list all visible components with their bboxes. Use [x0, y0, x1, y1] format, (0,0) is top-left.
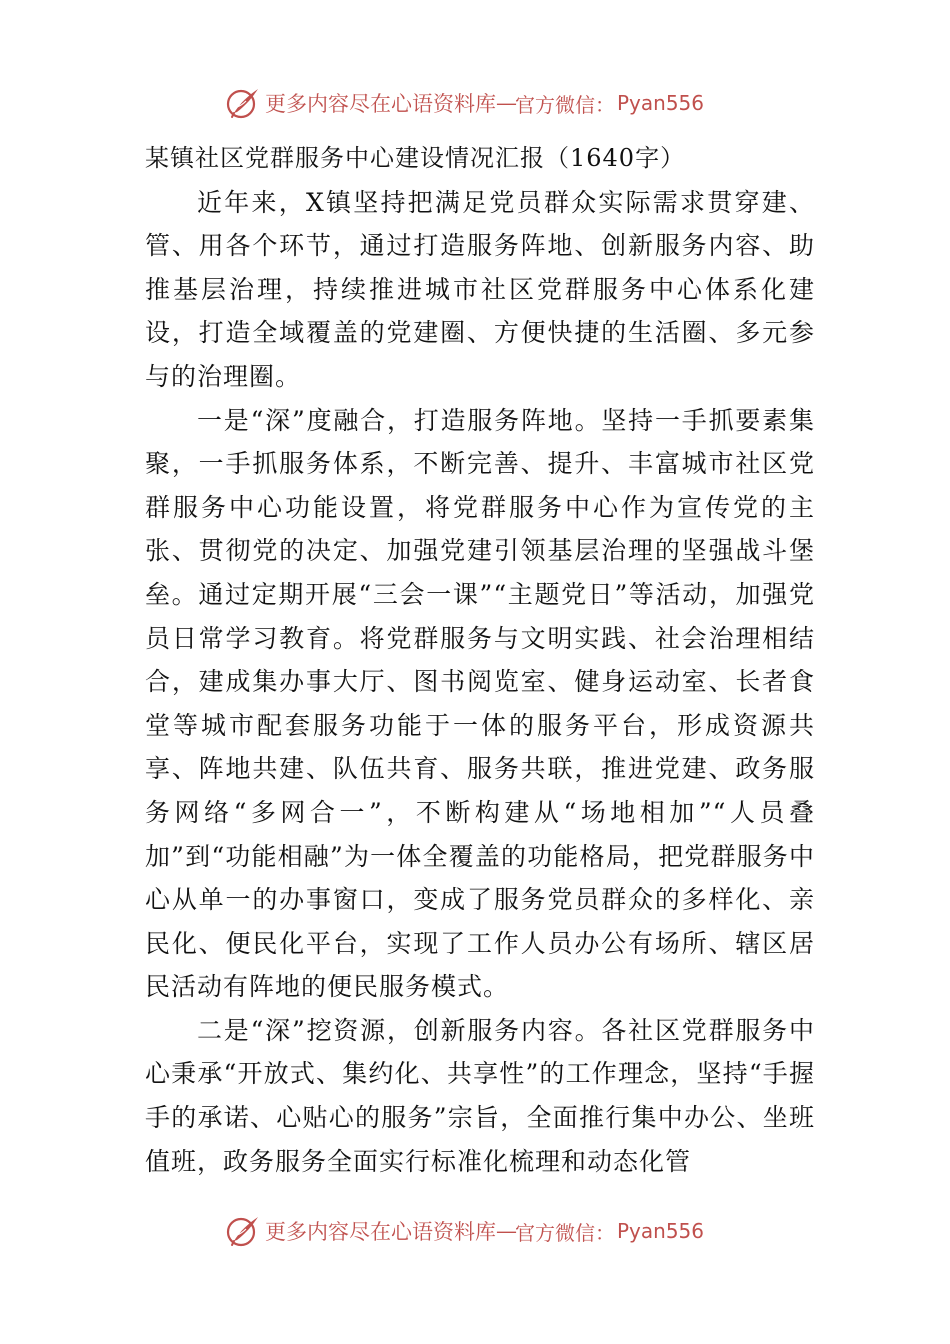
watermark-header [225, 83, 745, 123]
document-title: 某镇社区党群服务中心建设情况汇报（1640字） [145, 144, 686, 172]
paragraph-intro: 近年来，X镇坚持把满足党员群众实际需求贯穿建、管、用各个环节，通过打造服务阵地、创新服务内容、助推基层治理，持续推进城市社区党群服务中心体系化建设，打造全域覆盖的党建圈、方便快捷的生活圈、多元参与的治理圈。 [145, 187, 815, 391]
watermark-brand-text: 更多内容尽在心语资料库 [265, 1220, 496, 1244]
watermark-wechat-label: 官方微信： [515, 1220, 615, 1245]
quill-pen-logo-icon [225, 1213, 261, 1249]
document-body [145, 137, 815, 1183]
watermark-wechat-id: Pyan556 [617, 1219, 705, 1243]
watermark-separator: — [496, 91, 515, 115]
watermark-wechat-label: 官方微信： [515, 92, 615, 117]
watermark-brand-text: 更多内容尽在心语资料库 [265, 92, 496, 116]
paragraph-point-one: 一是“深”度融合，打造服务阵地。坚持一手抓要素集聚，一手抓服务体系，不断完善、提升、丰富城市社区党群服务中心功能设置，将党群服务中心作为宣传党的主张、贯彻党的决定、加强党建引领基层治理的坚强战斗堡垒。通过定期开展“三会一课”“主题党日”等活动，加强党员日常学习教育。将党群服务与文明实践、社会治理相结合，建成集办事大厅、图书阅览室、健身运动室、长者食堂等城市配套服务功能于一体的服务平台，形成资源共享、阵地共建、队伍共育、服务共联，推进党建、政务服务网络“多网合一”，不断构建从“场地相加”“人员叠加”到“功能相融”为一体全覆盖的功能格局，把党群服务中心从单一的办事窗口，变成了服务党员群众的多样化、亲民化、便民化平台，实现了工作人员办公有场所、辖区居民活动有阵地的便民服务模式。 [145, 405, 815, 1002]
quill-pen-logo-icon [225, 85, 261, 121]
watermark-footer [225, 1211, 745, 1251]
watermark-separator: — [496, 1219, 515, 1243]
watermark-wechat-id: Pyan556 [617, 91, 705, 115]
paragraph-point-two: 二是“深”挖资源，创新服务内容。各社区党群服务中心秉承“开放式、集约化、共享性”的工作理念，坚持“手握手的承诺、心贴心的服务”宗旨，全面推行集中办公、坐班值班，政务服务全面实行标准化梳理和动态化管 [145, 1015, 815, 1176]
